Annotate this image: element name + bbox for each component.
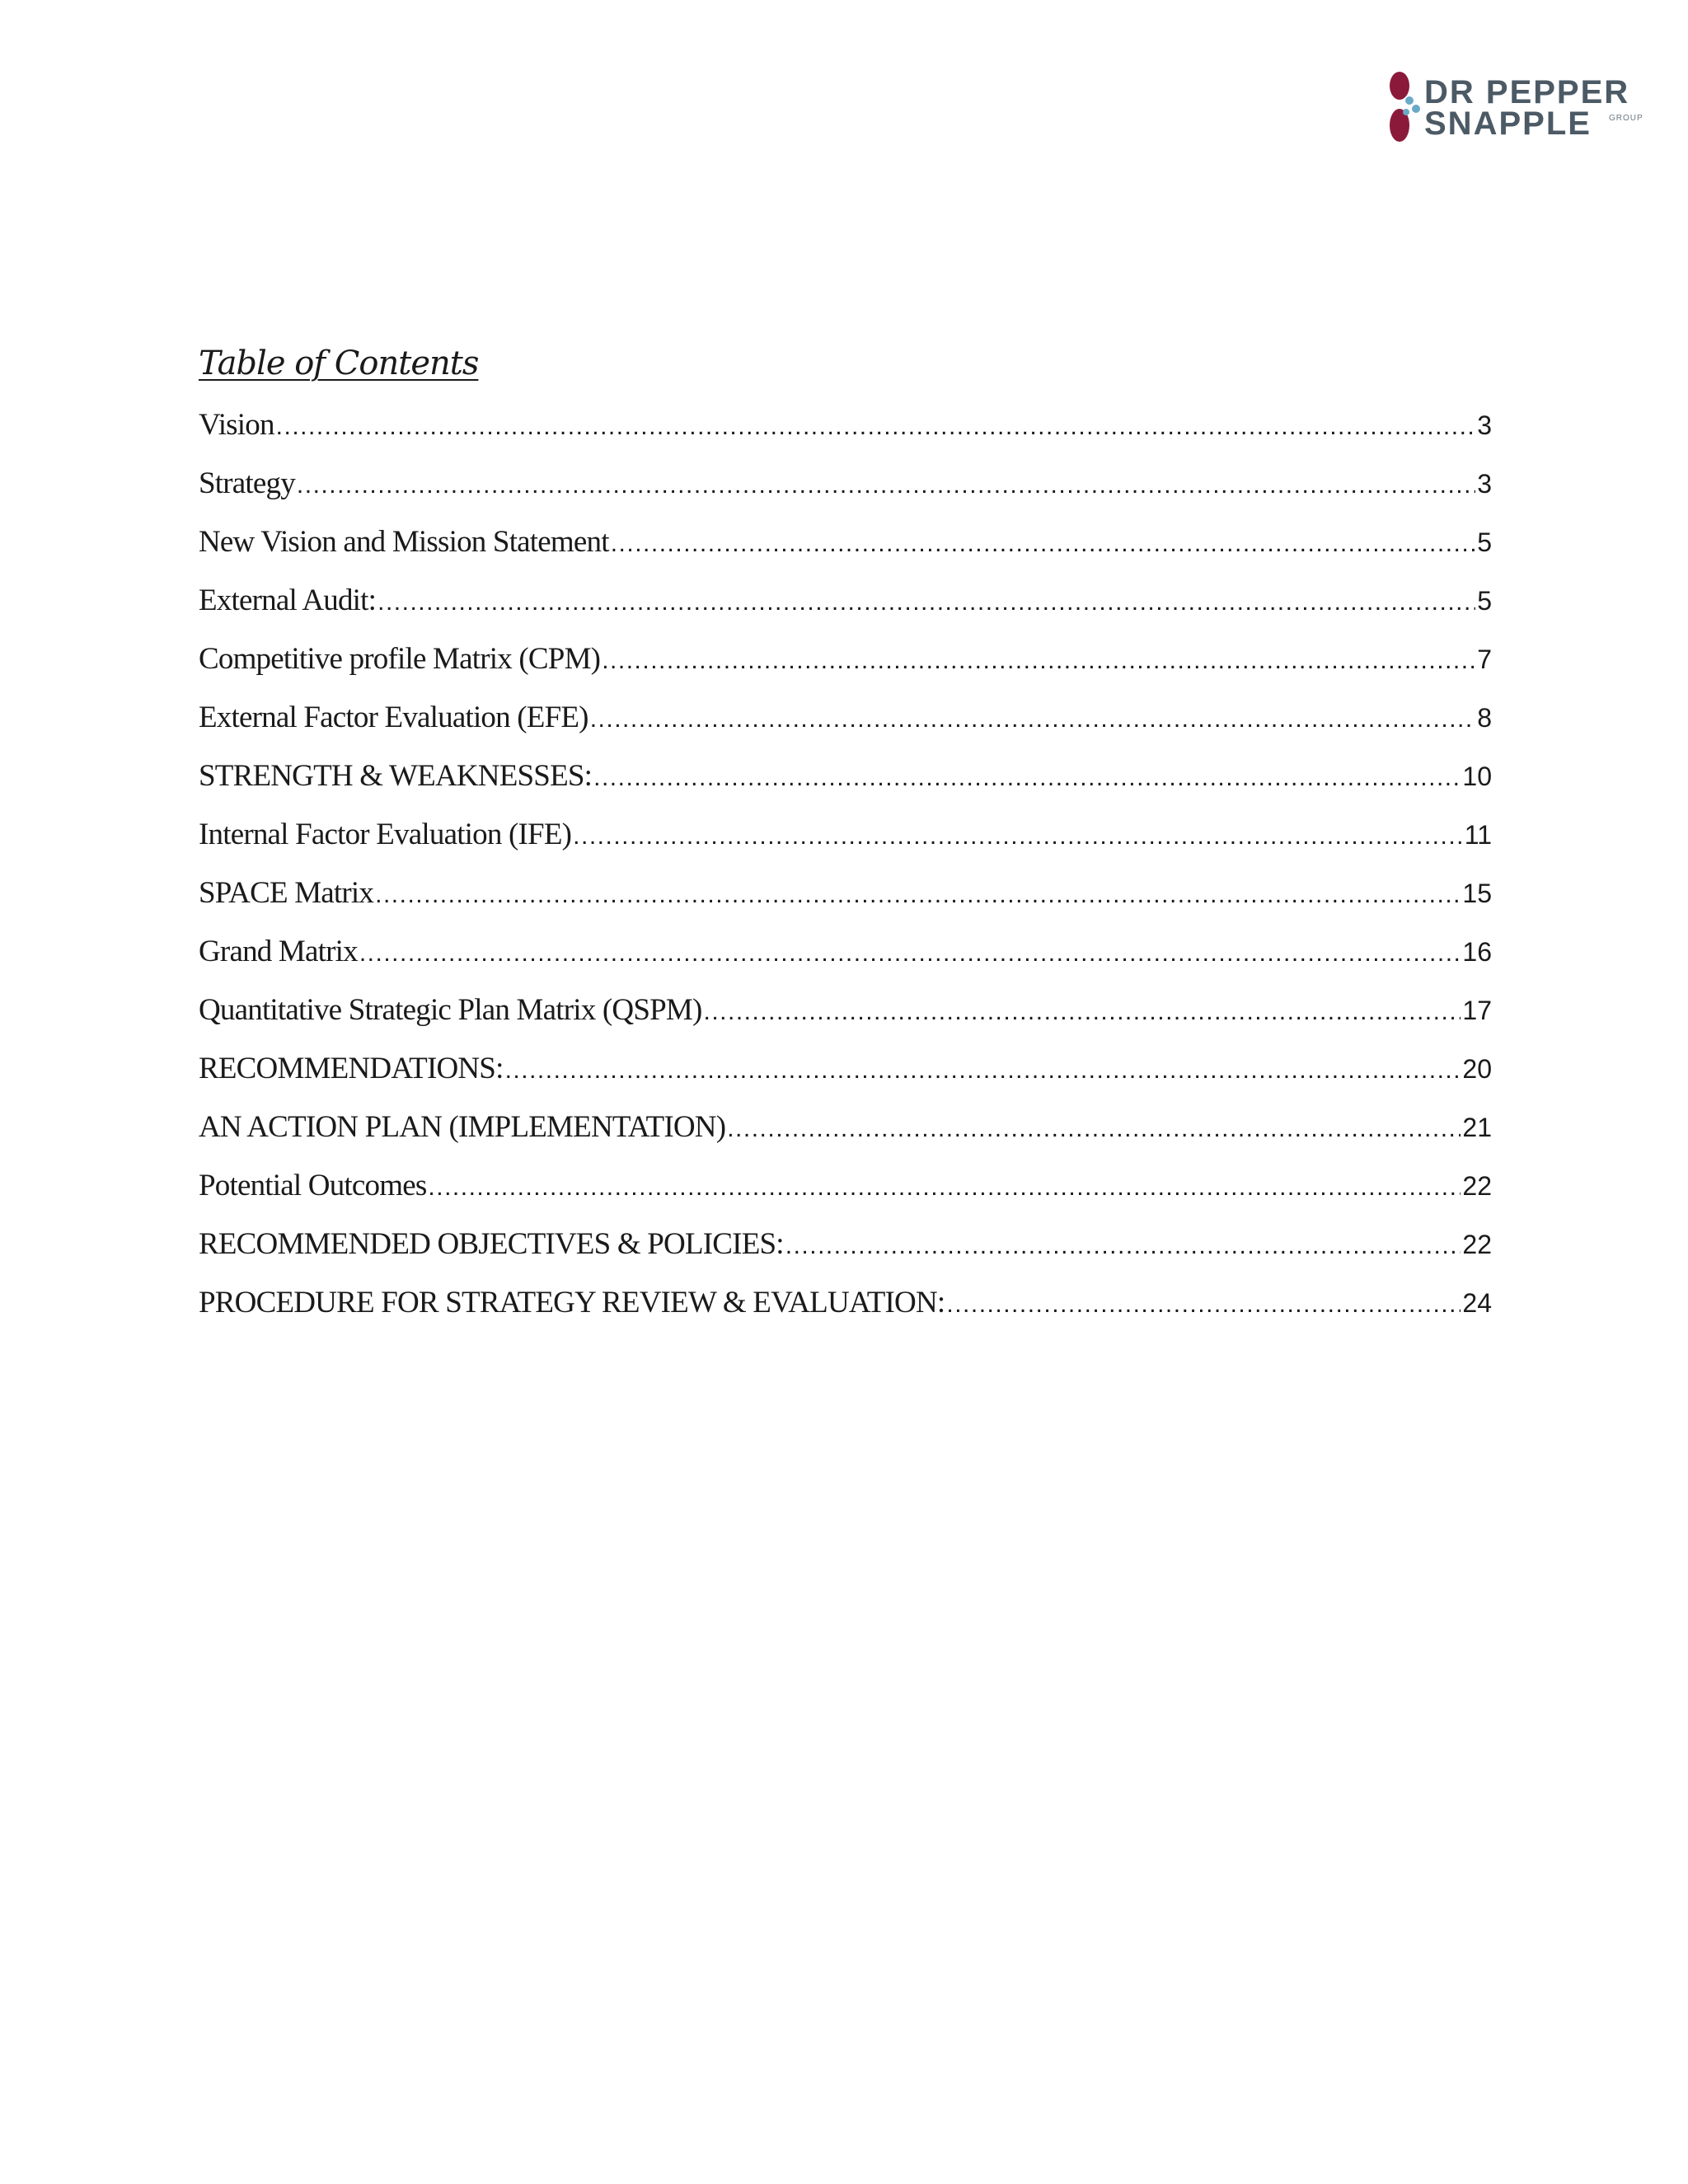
toc-entry-title: Competitive profile Matrix (CPM) bbox=[199, 642, 601, 676]
logo-text-line1: DR PEPPER bbox=[1424, 74, 1630, 110]
toc-dot-leader bbox=[573, 813, 1463, 860]
company-logo bbox=[1383, 71, 1655, 145]
toc-entry[interactable] bbox=[199, 812, 1492, 870]
toc-entry-title: STRENGTH & WEAKNESSES: bbox=[199, 759, 593, 793]
toc-dot-leader bbox=[611, 521, 1476, 567]
toc-entry-page-number: 7 bbox=[1477, 644, 1492, 674]
toc-entry-title: External Audit: bbox=[199, 583, 377, 617]
toc-entry[interactable] bbox=[199, 402, 1492, 461]
toc-entry[interactable] bbox=[199, 695, 1492, 753]
toc-entry-title: RECOMMENDED OBJECTIVES & POLICIES: bbox=[199, 1227, 784, 1261]
toc-dot-leader bbox=[375, 872, 1461, 918]
toc-entry-page-number: 8 bbox=[1477, 703, 1492, 733]
toc-heading: Table of Contents bbox=[199, 344, 479, 382]
logo-text-line2: SNAPPLE bbox=[1424, 105, 1592, 142]
toc-entry-page-number: 17 bbox=[1462, 996, 1492, 1025]
toc-entry[interactable] bbox=[199, 1163, 1492, 1221]
toc-dot-leader bbox=[505, 1047, 1461, 1094]
toc-entry-page-number: 20 bbox=[1462, 1054, 1492, 1084]
toc-entry-title: RECOMMENDATIONS: bbox=[199, 1052, 504, 1085]
toc-entry[interactable] bbox=[199, 519, 1492, 578]
toc-entry[interactable] bbox=[199, 1221, 1492, 1280]
toc-dot-leader bbox=[785, 1223, 1461, 1269]
toc-entry[interactable] bbox=[199, 1104, 1492, 1163]
toc-dot-leader bbox=[602, 638, 1475, 684]
logo-mark-icon bbox=[1383, 71, 1423, 145]
toc-dot-leader bbox=[593, 755, 1461, 801]
toc-dot-leader bbox=[704, 989, 1461, 1035]
toc-entry-page-number: 16 bbox=[1462, 937, 1492, 967]
toc-dot-leader bbox=[590, 696, 1475, 743]
toc-entry-page-number: 5 bbox=[1477, 527, 1492, 557]
toc-entry[interactable] bbox=[199, 870, 1492, 929]
toc-entry-page-number: 5 bbox=[1477, 586, 1492, 616]
toc-entry-title: New Vision and Mission Statement bbox=[199, 525, 609, 559]
toc-entry[interactable] bbox=[199, 636, 1492, 695]
toc-entry-title: AN ACTION PLAN (IMPLEMENTATION) bbox=[199, 1110, 726, 1144]
toc-entry[interactable] bbox=[199, 1280, 1492, 1338]
toc-entry-title: Grand Matrix bbox=[199, 935, 358, 968]
toc-entry[interactable] bbox=[199, 1046, 1492, 1104]
toc-entry-title: Potential Outcomes bbox=[199, 1169, 427, 1202]
toc-dot-leader bbox=[428, 1165, 1461, 1211]
toc-dot-leader bbox=[946, 1282, 1461, 1328]
toc-entry-page-number: 22 bbox=[1462, 1171, 1492, 1201]
toc-entry[interactable] bbox=[199, 461, 1492, 519]
toc-entry-title: Quantitative Strategic Plan Matrix (QSPM) bbox=[199, 993, 702, 1027]
toc-entry-title: PROCEDURE FOR STRATEGY REVIEW & EVALUATION: bbox=[199, 1286, 945, 1319]
toc-entry-page-number: 24 bbox=[1462, 1288, 1492, 1318]
toc-entry[interactable] bbox=[199, 987, 1492, 1046]
toc-entry[interactable] bbox=[199, 578, 1492, 636]
toc-list bbox=[199, 402, 1492, 1338]
toc-entry-title: Vision bbox=[199, 408, 274, 442]
toc-entry-page-number: 22 bbox=[1462, 1230, 1492, 1259]
toc-entry-page-number: 3 bbox=[1477, 469, 1492, 499]
toc-dot-leader bbox=[377, 579, 1475, 626]
toc-entry[interactable] bbox=[199, 753, 1492, 812]
toc-dot-leader bbox=[727, 1106, 1461, 1152]
toc-entry-page-number: 3 bbox=[1477, 410, 1492, 440]
toc-dot-leader bbox=[359, 930, 1461, 977]
toc-entry-title: Internal Factor Evaluation (IFE) bbox=[199, 818, 572, 851]
toc-entry-page-number: 11 bbox=[1464, 820, 1492, 850]
toc-entry-page-number: 21 bbox=[1462, 1113, 1492, 1142]
logo-suffix: GROUP bbox=[1609, 114, 1643, 123]
toc-entry[interactable] bbox=[199, 929, 1492, 987]
toc-dot-leader bbox=[276, 404, 1476, 450]
toc-entry-title: Strategy bbox=[199, 466, 295, 500]
toc-entry-page-number: 10 bbox=[1462, 762, 1492, 791]
toc-entry-title: SPACE Matrix bbox=[199, 876, 374, 910]
toc-entry-page-number: 15 bbox=[1462, 879, 1492, 908]
toc-entry-title: External Factor Evaluation (EFE) bbox=[199, 701, 588, 734]
toc-dot-leader bbox=[297, 462, 1475, 509]
